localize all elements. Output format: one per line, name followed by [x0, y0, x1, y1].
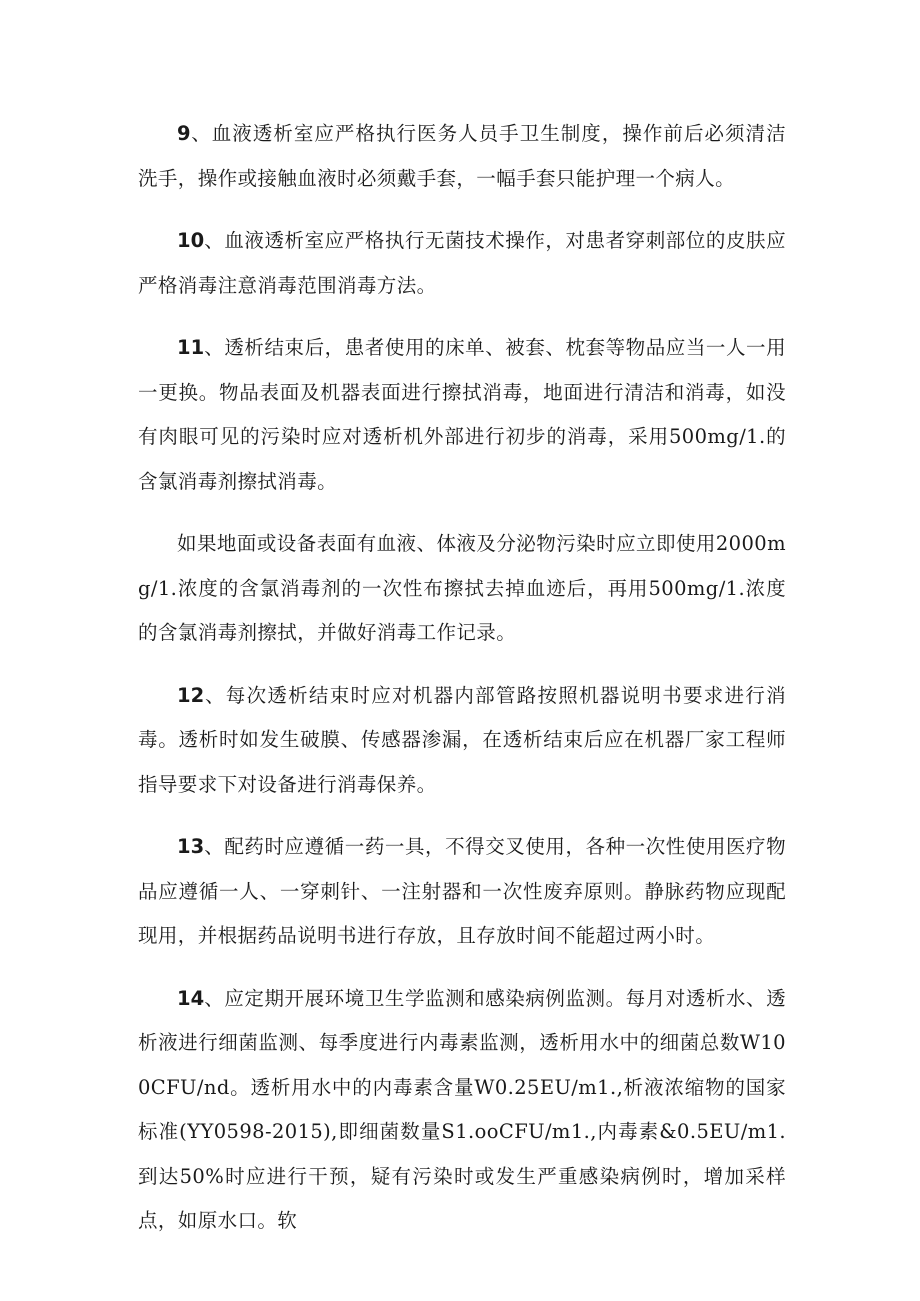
paragraph-number: 12	[177, 683, 205, 707]
paragraph-number: 11	[177, 336, 205, 359]
paragraph-text: 、每次透析结束时应对机器内部管路按照机器说明书要求进行消毒。透析时如发生破膜、传感器渗漏，在透析结束后应在机器厂家工程师指导要求下对设备进行消毒保养。	[138, 683, 786, 796]
paragraph-text: 、应定期开展环境卫生学监测和感染病例监测。每月对透析水、透析液进行细菌监测、每季度进行内毒素监测，透析用水中的细菌总数W100CFU/nd。透析用水中的内毒素含量W0.25EU∕m1.,析液浓缩物的国家标准(YY0598-2015),即细菌数量S1.ooCFU/m1.,内毒素&0.5EU∕m1.到达50%时应进行干预，疑有污染时或发生严重感染病例时，增加采样点，如原水口。软	[138, 986, 786, 1232]
paragraph-text: 、透析结束后，患者使用的床单、被套、枕套等物品应当一人一用一更换。物品表面及机器表面进行擦拭消毒，地面进行清洁和消毒，如没有肉眼可见的污染时应对透析机外部进行初步的消毒，采用500mg∕1.的含氯消毒剂擦拭消毒。	[138, 336, 786, 493]
paragraph-number: 10	[177, 229, 205, 252]
paragraph-text: 、血液透析室应严格执行医务人员手卫生制度，操作前后必须清洁洗手，操作或接触血液时必须戴手套，一幅手套只能护理一个病人。	[138, 122, 786, 190]
document-body	[138, 112, 786, 1262]
paragraph-11-continued	[138, 522, 786, 656]
paragraph-14	[138, 977, 786, 1244]
paragraph-11	[138, 326, 786, 504]
paragraph-10	[138, 219, 786, 308]
paragraph-text: 、血液透析室应严格执行无菌技术操作，对患者穿刺部位的皮肤应严格消毒注意消毒范围消毒方法。	[138, 229, 786, 297]
paragraph-text: 如果地面或设备表面有血液、体液及分泌物污染时应立即使用2000mg/1.浓度的含氯消毒剂的一次性布擦拭去掉血迹后，再用500mg∕1.浓度的含氯消毒剂擦拭，并做好消毒工作记录。	[138, 532, 786, 644]
paragraph-9	[138, 112, 786, 201]
paragraph-text: 、配药时应遵循一药一具，不得交叉使用，各种一次性使用医疗物品应遵循一人、一穿刺针、一注射器和一次性废弃原则。静脉药物应现配现用，并根据药品说明书进行存放，且存放时间不能超过两小时。	[138, 835, 786, 947]
paragraph-number: 13	[177, 835, 205, 858]
paragraph-number: 14	[177, 986, 205, 1010]
paragraph-number: 9	[177, 122, 191, 145]
paragraph-12	[138, 674, 786, 808]
paragraph-13	[138, 825, 786, 959]
